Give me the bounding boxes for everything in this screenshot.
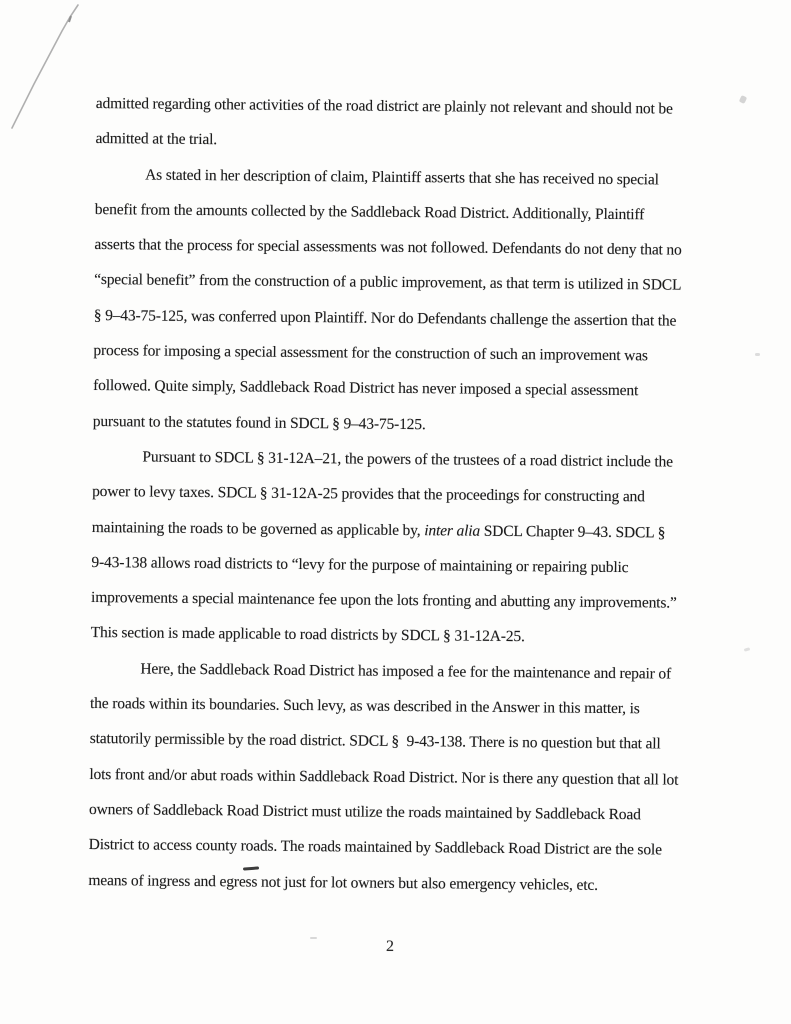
scan-speck — [755, 353, 760, 356]
text-line: “special benefit” from the construction of a public improvement, as that term is utilized in SDCL — [94, 271, 682, 295]
text-segment: maintaining the roads to be governed as applicable by, — [91, 518, 425, 539]
text-line: 9-43-138 allows road districts to “levy for the purpose of maintaining or repairing public — [91, 553, 629, 576]
scan-speck — [744, 647, 751, 651]
text-line: § 9–43-75-125, was conferred upon Plaintiff. Nor do Defendants challenge the assertion that the — [93, 306, 677, 330]
text-line: power to levy taxes. SDCL § 31-12A-25 provides that the proceedings for constructing and — [92, 483, 645, 506]
latin-phrase-italic: inter alia — [424, 521, 481, 540]
paragraph-1 — [95, 86, 721, 163]
text-line: lots front and/or abut roads within Saddleback Road District. Nor is there any question that all lot — [89, 765, 679, 789]
text-line: admitted at the trial. — [95, 130, 218, 149]
paragraph-2 — [93, 157, 721, 445]
scan-speck — [739, 95, 747, 104]
text-line — [92, 510, 717, 551]
page-number: 2 — [386, 938, 394, 955]
text-line: Pursuant to SDCL § 31-12A–21, the powers of the trustees of a road district include the — [142, 448, 673, 471]
paragraph-3 — [91, 439, 718, 657]
text-line: benefit from the amounts collected by the Saddleback Road District. Additionally, Plaintiff — [94, 200, 645, 224]
text-line: means of ingress and egress not just for lot owners but also emergency vehicles, etc. — [88, 871, 598, 894]
text-line: process for imposing a special assessment for the construction of such an improvement was — [93, 342, 648, 365]
text-line: statutorily permissible by the road district. SDCL § 9-43-138. There is no question but that all — [89, 730, 661, 753]
text-line: owners of Saddleback Road District must utilize the roads maintained by Saddleback Road — [88, 800, 641, 824]
text-line: Here, the Saddleback Road District has imposed a fee for the maintenance and repair of — [140, 660, 672, 683]
document-text-block — [88, 86, 721, 904]
text-segment: SDCL Chapter 9–43. SDCL § — [479, 522, 666, 542]
text-line: improvements a special maintenance fee upon the lots fronting and abutting any improvements.” — [91, 589, 677, 612]
paragraph-4 — [88, 651, 715, 904]
text-line: followed. Quite simply, Saddleback Road District has never imposed a special assessment — [93, 377, 639, 400]
scan-crease-line — [0, 0, 110, 145]
text-line: This section is made applicable to road districts by SDCL § 31-12A-25. — [90, 624, 525, 646]
text-line: asserts that the process for special assessments was not followed. Defendants do not deny that no — [94, 236, 682, 259]
text-line: pursuant to the statutes found in SDCL § 9–43-75-125. — [92, 412, 426, 433]
text-line: As stated in her description of claim, Plaintiff asserts that she has received no special — [145, 166, 659, 188]
text-line: the roads within its boundaries. Such levy, as was described in the Answer in this matter, is — [89, 695, 640, 718]
text-line: admitted regarding other activities of the road district are plainly not relevant and should not be — [95, 94, 673, 118]
text-line: District to access county roads. The roads maintained by Saddleback Road District are the sole — [88, 836, 662, 859]
